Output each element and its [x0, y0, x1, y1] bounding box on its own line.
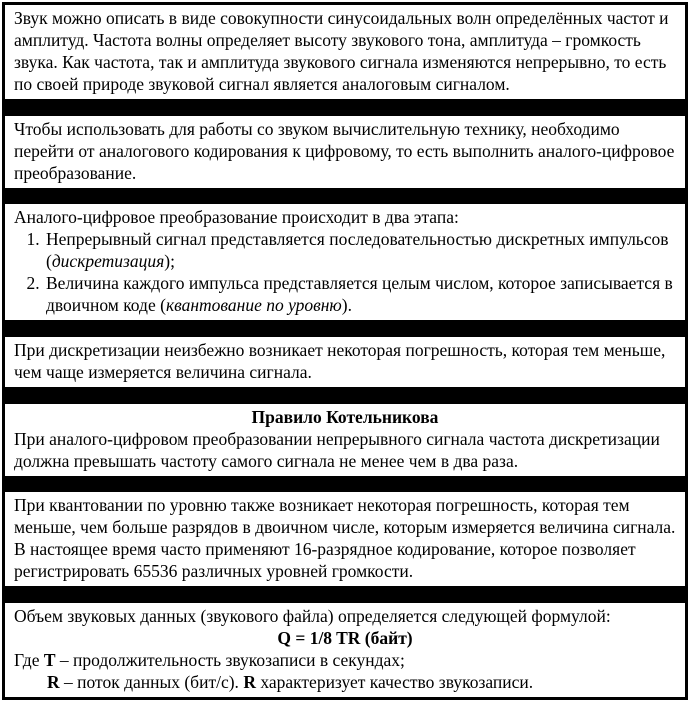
term-sampling: дискретизация [51, 251, 165, 272]
variable-r-2: R [243, 671, 256, 692]
text-box-sampling-error [5, 337, 685, 387]
paragraph-sampling-error: При дискретизации неизбежно возникает некоторая погрешность, которая тем меньше, чем чаще измеряется величина сигнала. [14, 339, 666, 382]
adc-stages-list [14, 228, 676, 316]
list-item-quantization [44, 272, 676, 316]
variable-r: R [47, 671, 60, 692]
paragraph-where-r [47, 671, 676, 693]
where-r-note: характеризует качество звукозаписи. [255, 671, 534, 692]
where-label: Где [14, 649, 44, 670]
paragraph-where-t [14, 649, 676, 671]
list-item-text: Величина каждого импульса представляется целым числом, которое записывается в двоичном коде ( [46, 273, 673, 316]
term-quantization: квантование по уровню [165, 295, 342, 316]
where-r-definition: – поток данных (бит/с). [59, 671, 244, 692]
sound-volume-formula: Q = 1/8 TR (байт) [277, 627, 413, 648]
paragraph-formula-intro: Объем звуковых данных (звукового файла) определяется следующей формулой: [14, 605, 611, 626]
list-item-text-end: ). [341, 295, 352, 316]
kotelnikov-rule-title: Правило Котельникова [251, 406, 439, 427]
paragraph-analog-sound: Звук можно описать в виде совокупности синусоидальных волн определённых частот и амплитуд. Частота волны определяет высоту звукового тона, амплитуда – громкость звука. Как частота, так и амплитуда звукового сигнала изменяются непрерывно, то есть по своей природе звуковой сигнал является аналоговым сигналом. [14, 8, 669, 94]
where-t-definition: – продолжительность звукозаписи в секундах; [55, 649, 405, 670]
text-box-analog-sound [5, 5, 685, 99]
list-item-text: Непрерывный сигнал представляется последовательностью дискретных импульсов ( [46, 229, 669, 272]
text-box-volume-formula [5, 603, 685, 697]
text-box-kotelnikov-rule [5, 404, 685, 476]
text-box-quantization-error [5, 492, 685, 586]
list-item-text-end: ); [164, 251, 175, 272]
variable-t: Т [43, 649, 56, 670]
paragraph-quantization-error: При квантовании по уровню также возникает некоторая погрешность, которая тем меньше, чем больше разрядов в двоичном числе, которым измеряется величина сигнала. В настоящее время часто применяют 16-разрядное кодирование, которое позволяет регистрировать 65536 различных уровней громкости. [14, 495, 676, 582]
kotelnikov-rule-body: При аналого-цифровом преобразовании непрерывного сигнала частота дискретизации должна превышать частоту самого сигнала не менее чем в два раза. [14, 428, 660, 471]
text-box-stack [2, 2, 688, 700]
list-item-sampling [44, 228, 676, 272]
paragraph-adc-intro: Аналого-цифровое преобразование происходит в два этапа: [14, 207, 459, 228]
paragraph-need-digital: Чтобы использовать для работы со звуком вычислительную технику, необходимо перейти от аналогового кодирования к цифровому, то есть выполнить аналого-цифровое преобразование. [14, 118, 675, 183]
text-box-adc-stages [5, 204, 685, 320]
text-box-need-digital [5, 116, 685, 188]
